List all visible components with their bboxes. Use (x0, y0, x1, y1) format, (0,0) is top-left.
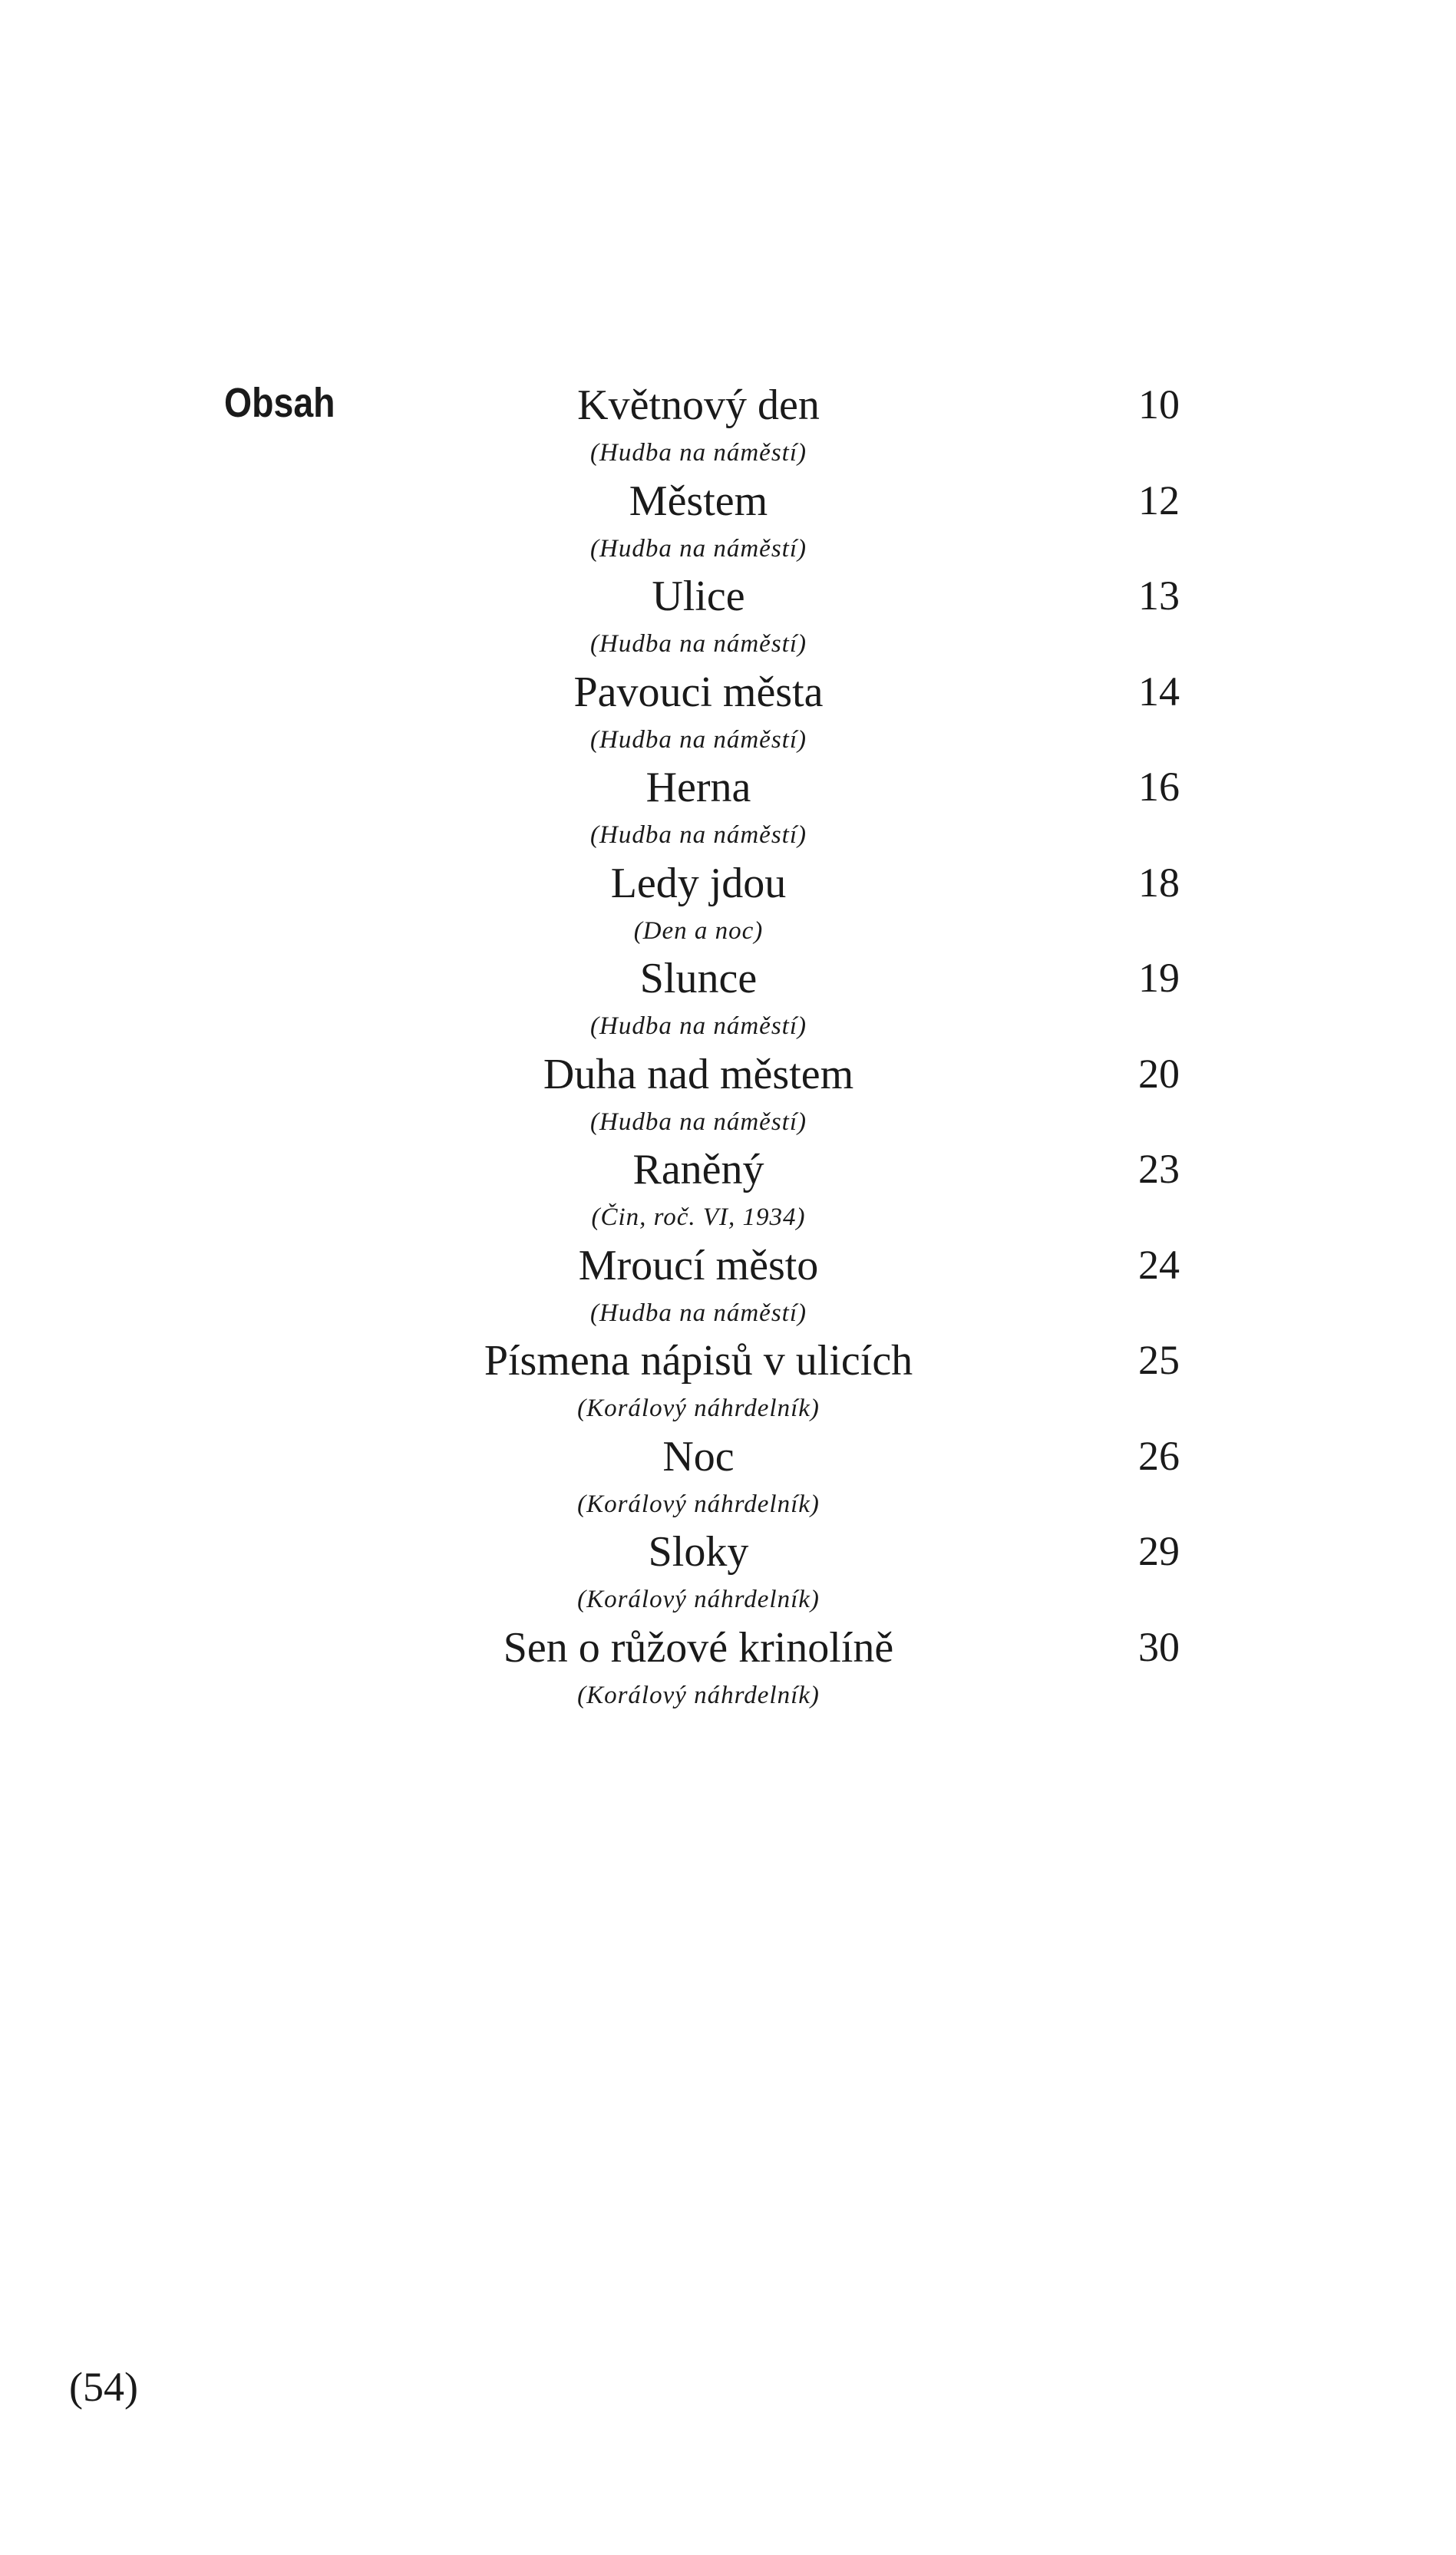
poem-source: (Korálový náhrdelník) (577, 1681, 820, 1709)
poem-title: Raněný (632, 1146, 764, 1193)
toc-entry (430, 1148, 1197, 1244)
toc-entry (430, 1050, 1197, 1149)
page-number: 20 (1138, 1050, 1180, 1097)
poem-title: Herna (645, 764, 751, 811)
toc-heading: Obsah (224, 380, 335, 426)
poem-title: Noc (662, 1432, 735, 1481)
poem-source: (Hudba na náměstí) (590, 1012, 807, 1040)
toc-entry (430, 381, 1197, 480)
page-number: 16 (1138, 764, 1180, 810)
poem-title: Městem (629, 477, 768, 525)
poem-title: Mroucí město (578, 1241, 819, 1289)
poem-title: Ledy jdou (610, 859, 787, 907)
poem-title: Sen o růžové krinolíně (503, 1623, 894, 1672)
toc-entry (430, 766, 1197, 862)
poem-title: Ulice (652, 573, 745, 620)
toc-entry (430, 1241, 1197, 1340)
poem-title: Pavouci města (573, 668, 824, 716)
poem-source: (Korálový náhrdelník) (577, 1586, 820, 1613)
poem-source: (Korálový náhrdelník) (577, 1490, 820, 1518)
page-number: 26 (1138, 1432, 1180, 1479)
page-number: 25 (1138, 1337, 1180, 1383)
folio-page-number: (54) (69, 2364, 138, 2410)
toc-entry (430, 1623, 1197, 1722)
page-number: 14 (1138, 668, 1180, 715)
page-number: 10 (1138, 381, 1180, 427)
toc-entry (430, 957, 1197, 1053)
page-number: 13 (1138, 573, 1180, 619)
poem-source: (Hudba na náměstí) (590, 534, 807, 563)
poem-title: Duha nad městem (543, 1050, 854, 1098)
page-number: 29 (1138, 1528, 1180, 1574)
poem-title: Sloky (648, 1528, 749, 1576)
poem-source: (Čin, roč. VI, 1934) (591, 1203, 806, 1231)
poem-source: (Hudba na náměstí) (590, 1107, 807, 1136)
page-number: 12 (1138, 477, 1180, 523)
poem-source: (Hudba na náměstí) (590, 439, 807, 467)
page-number: 30 (1138, 1623, 1180, 1670)
toc-entry (430, 477, 1197, 576)
poem-source: (Den a noc) (633, 916, 764, 945)
poem-title: Písmena nápisů v ulicích (484, 1337, 913, 1385)
toc-entry (430, 859, 1197, 958)
page-number: 19 (1138, 955, 1180, 1001)
poem-title: Slunce (639, 955, 758, 1002)
poem-title: Květnový den (577, 381, 820, 429)
toc-entry (430, 1432, 1197, 1531)
toc-entry (430, 1530, 1197, 1626)
poem-source: (Hudba na náměstí) (590, 725, 807, 754)
page-number: 18 (1138, 859, 1180, 906)
toc-entry (430, 1339, 1197, 1435)
toc-entry (430, 668, 1197, 767)
poem-source: (Korálový náhrdelník) (577, 1395, 820, 1422)
poem-source: (Hudba na náměstí) (590, 1299, 807, 1327)
poem-source: (Hudba na náměstí) (590, 630, 807, 658)
poem-source: (Hudba na náměstí) (590, 821, 807, 849)
toc-entry (430, 575, 1197, 671)
page-number: 24 (1138, 1241, 1180, 1288)
table-of-contents (430, 381, 1197, 1721)
page-number: 23 (1138, 1146, 1180, 1192)
